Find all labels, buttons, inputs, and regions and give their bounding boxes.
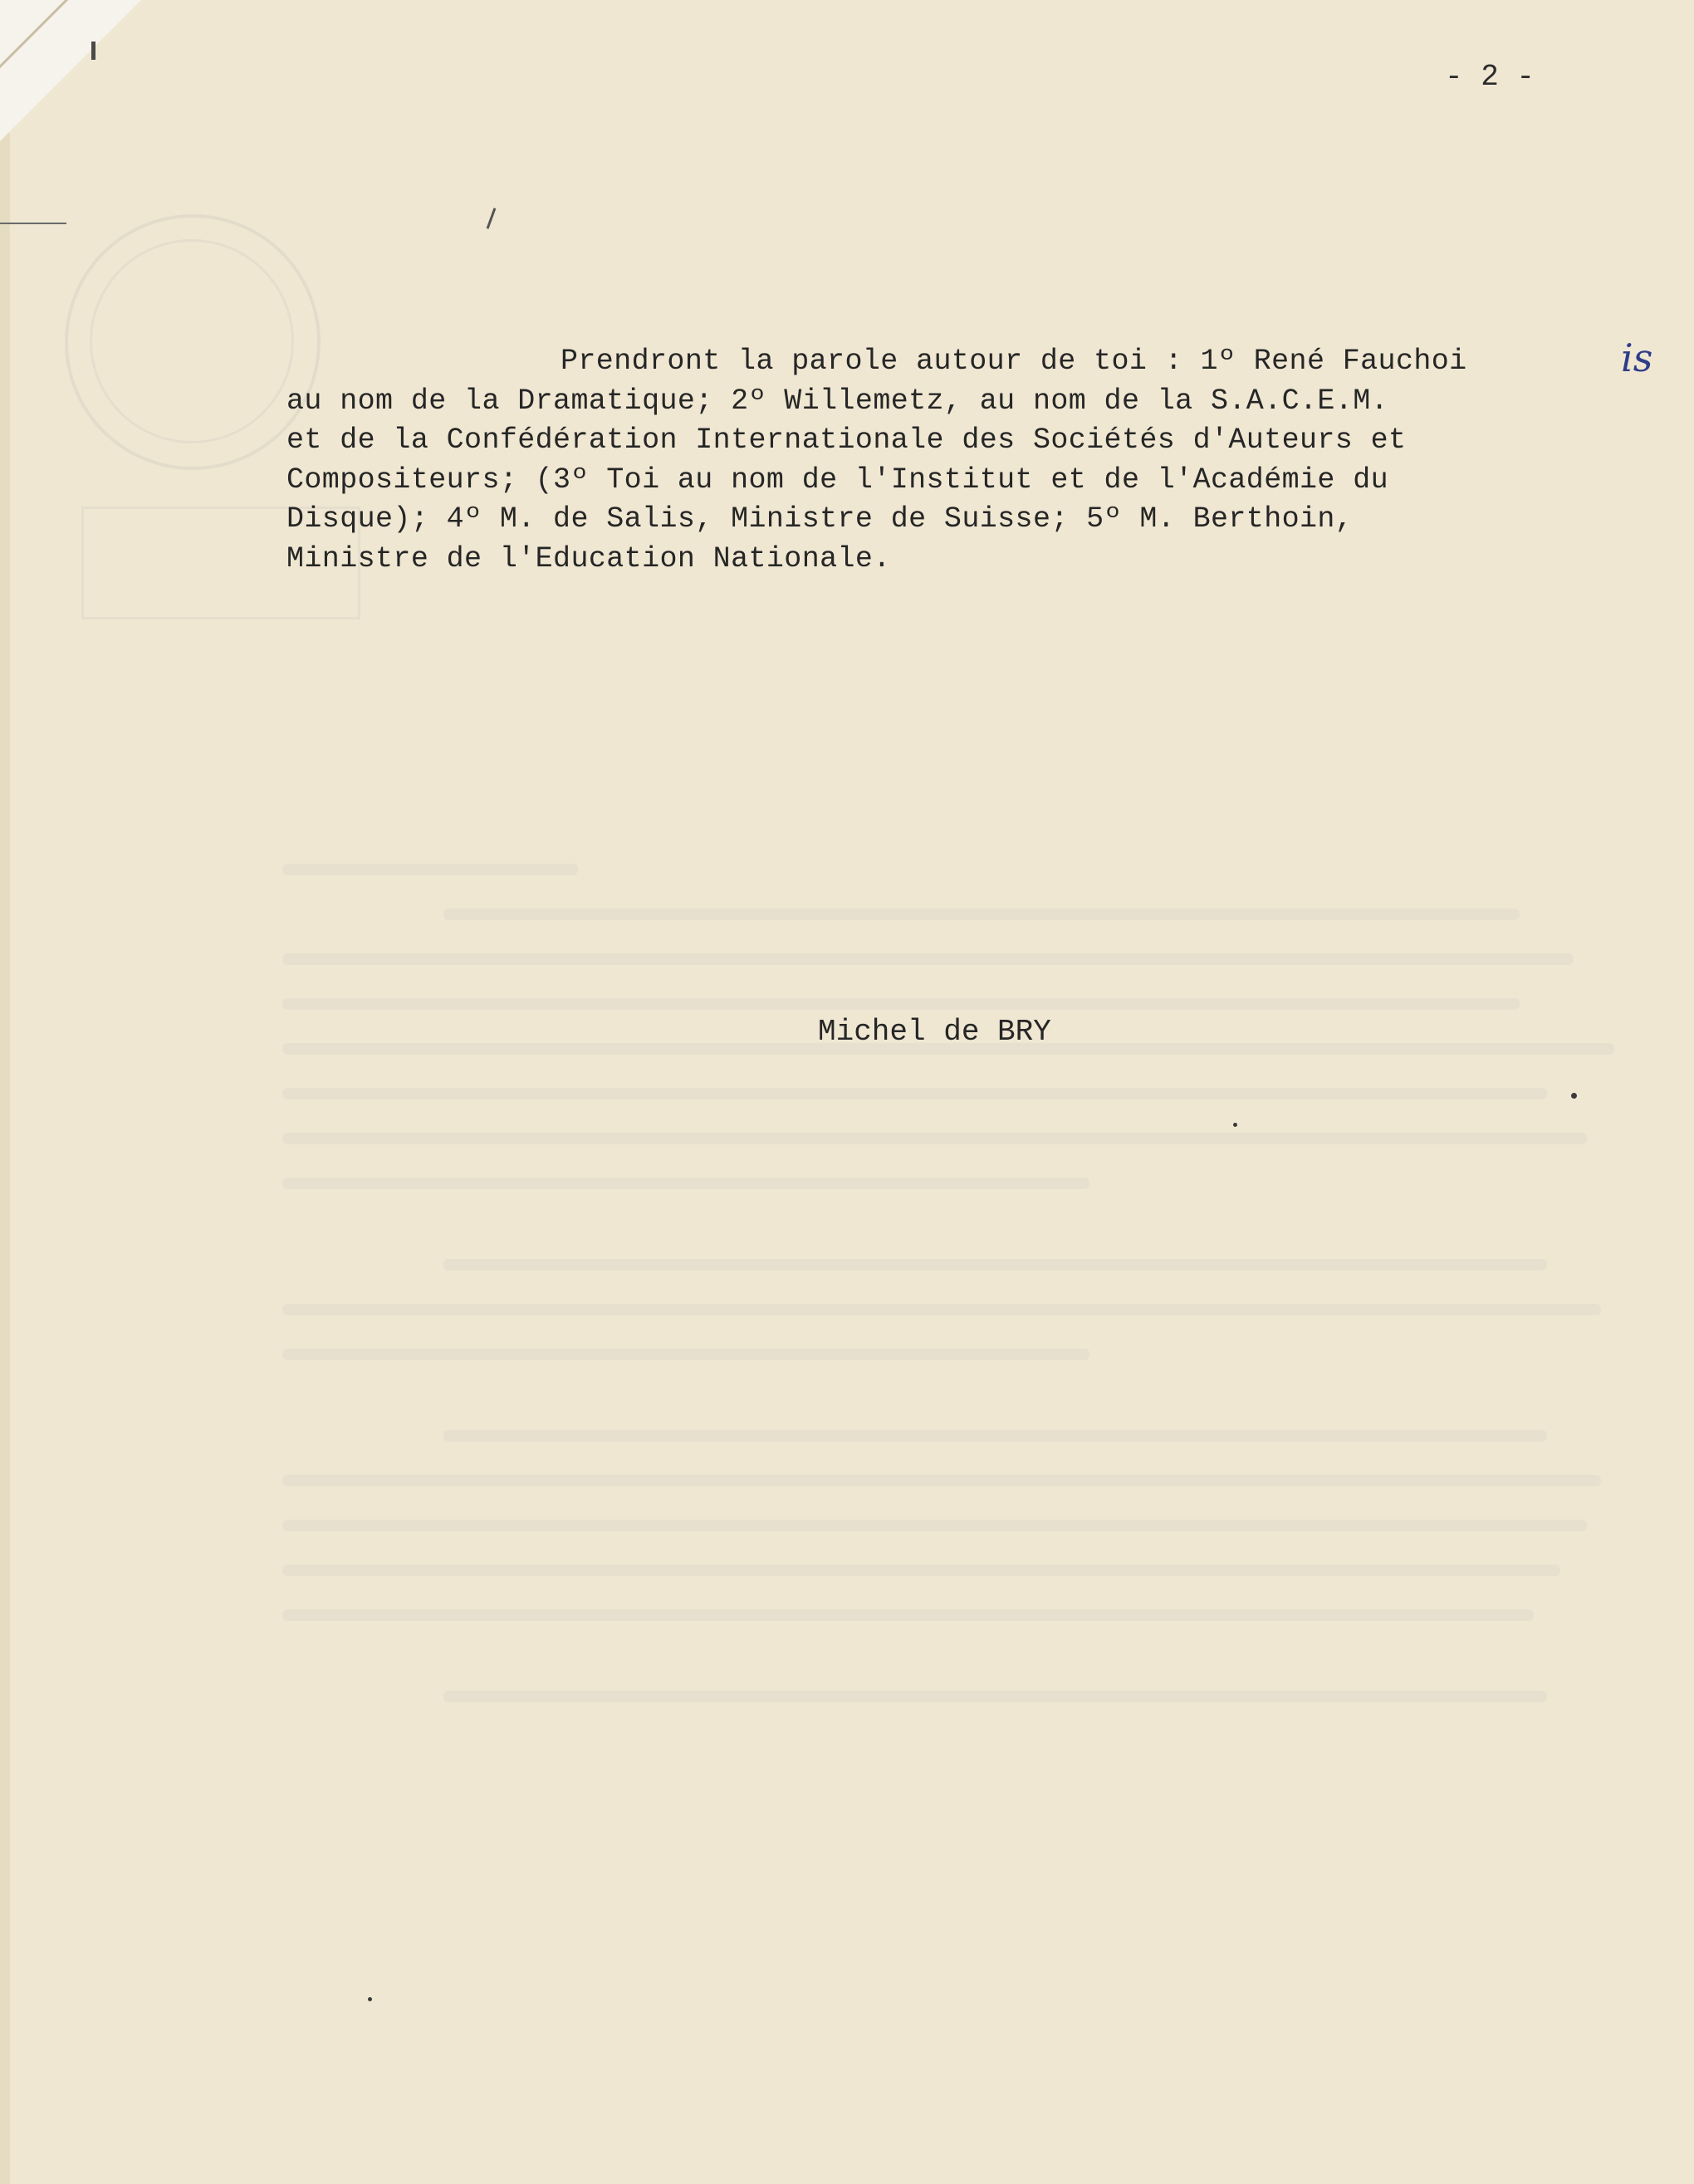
paragraph-line: au nom de la Dramatique; 2º Willemetz, au nom de la S.A.C.E.M. — [286, 384, 1389, 418]
paragraph-line: Prendront la parole autour de toi : 1º René Fauchoi — [561, 345, 1467, 378]
letter-paragraph — [286, 342, 1632, 579]
paragraph-line: Disque); 4º M. de Salis, Ministre de Suisse; 5º M. Berthoin, — [286, 502, 1354, 536]
faded-seal-inner-ring — [90, 239, 294, 443]
show-through-text — [282, 864, 1628, 1744]
paper-mark — [91, 42, 95, 60]
paragraph-line: et de la Confédération Internationale des Sociétés d'Auteurs et — [286, 424, 1407, 457]
ink-speck — [1571, 1093, 1577, 1099]
ink-speck — [368, 1997, 372, 2001]
page-left-edge — [0, 133, 10, 2184]
page-number: - 2 - — [1445, 60, 1535, 94]
ink-speck — [1233, 1123, 1237, 1127]
edge-mark — [0, 223, 66, 224]
paragraph-line: Compositeurs; (3º Toi au nom de l'Institut et de l'Académie du — [286, 463, 1389, 497]
handwritten-correction: is — [1621, 335, 1653, 380]
folded-corner — [0, 0, 141, 141]
signature-name: Michel de BRY — [818, 1015, 1051, 1049]
paragraph-line: Ministre de l'Education Nationale. — [286, 541, 891, 575]
paper-mark — [487, 208, 497, 228]
